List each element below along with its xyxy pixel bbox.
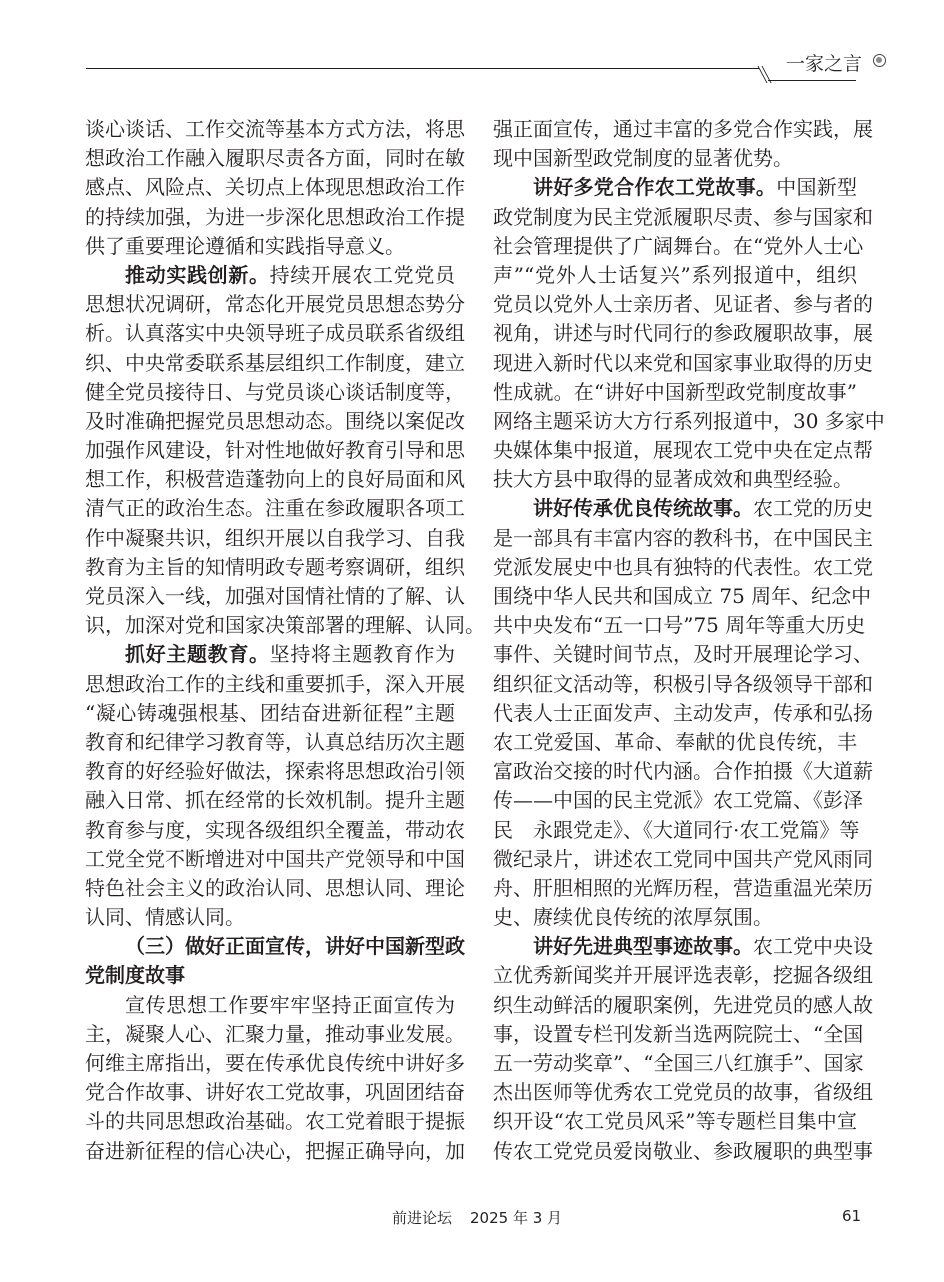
text-line [85,816,465,845]
line-text: 持续开展农工党党员 [269,262,456,287]
line-text: 农工党中央设 [753,934,873,959]
text-line [493,991,873,1020]
text-line [493,261,857,290]
text-line [493,524,873,553]
line-text: 加强作风建设，针对性地做好教育引导和思 [85,438,465,463]
text-line [85,203,465,232]
line-text: 及时准确把握党员思想动态。围绕以案促改 [85,408,465,433]
text-line [85,991,455,1020]
text-line [85,1107,465,1136]
text-line [493,319,873,348]
line-text: 现中国新型政党制度的显著优势。 [493,146,793,171]
text-line [85,436,465,465]
line-text: 社会管理提供了广阔舞台。在“党外人士心 [493,233,864,258]
text-line [85,611,485,640]
line-text: 织生动鲜活的履职案例，先进党员的感人故 [493,992,873,1017]
text-line [85,261,455,290]
line-text: 坚持将主题教育作为 [269,642,456,667]
text-line [493,203,873,232]
text-line [493,173,857,202]
line-text: 网络主题采访大方行系列报道中，30 多家中 [493,408,885,433]
text-line [85,553,465,582]
paragraph-lead: 讲好传承优良传统故事。 [533,496,753,521]
line-text: 杰出医师等优秀农工党党员的故事，省级组 [493,1080,873,1105]
text-line [85,1078,465,1107]
line-text: 传——中国的民主党派》农工党篇、《彭泽 [493,788,863,813]
text-line [85,1020,465,1049]
line-text: 教育为主旨的知情明政专题考察调研，组织 [85,554,465,579]
text-line [493,115,873,144]
line-text: 融入日常、抓在经常的长效机制。提升主题 [85,788,465,813]
text-column-right [493,115,885,1166]
text-line [493,699,873,728]
line-text: 共中央发布“五一口号”75 周年等重大历史 [493,613,866,638]
line-text: 思想状况调研，常态化开展党员思想态势分 [85,292,465,317]
text-line [85,640,455,669]
text-line [85,874,465,903]
line-text: 识，加深对党和国家决策部署的理解、认同。 [85,613,485,638]
bullet-circle-icon [873,54,886,67]
line-text: 强正面宣传，通过丰富的多党合作实践，展 [493,117,873,141]
line-text: 事，设置专栏刊发新当选两院院士、“全国 [493,1021,864,1046]
line-text: 党员深入一线，加强对国情社情的了解、认 [85,584,465,608]
line-text: 清气正的政治生态。注重在参政履职各项工 [85,496,465,521]
line-text: 感点、风险点、关切点上体现思想政治工作 [85,175,465,200]
text-line [85,378,465,407]
line-text: 民 永跟党走》、《大道同行·农工党篇》等 [493,817,860,842]
line-text: 工党全党不断增进对中国共产党领导和中国 [85,846,465,871]
line-text: 农工党爱国、革命、奉献的优良传统，丰 [493,729,857,754]
line-text: 声”“党外人士话复兴”系列报道中，组织 [493,262,857,287]
journal-name: 前进论坛 [392,1209,453,1227]
line-text: 性成就。在“讲好中国新型政党制度故事” [493,379,857,404]
header-line-short [768,80,856,81]
line-text: （三）做好正面宣传，讲好中国新型政 [125,934,465,959]
line-text: 想政治工作融入履职尽责各方面，同时在敏 [85,146,465,171]
line-text: 织、中央常委联系基层组织工作制度，建立 [85,350,465,375]
text-line [493,670,873,699]
text-line [493,349,873,378]
text-line [493,903,857,932]
line-text: 的持续加强，为进一步深化思想政治工作提 [85,204,465,229]
text-line [85,670,465,699]
text-column-left [85,115,485,1166]
text-line [85,728,465,757]
line-text: 宣传思想工作要牢牢坚持正面宣传为 [125,992,455,1017]
text-line [85,845,465,874]
line-text: 党制度故事 [85,963,185,988]
line-text: 现进入新时代以来党和国家事业取得的历史 [493,350,873,375]
text-line [493,290,873,319]
line-text: “凝心铸魂强根基、团结奋进新征程”主题 [85,700,455,725]
line-text: 五一劳动奖章”、“全国三八红旗手”、国家 [493,1051,864,1075]
text-line [85,582,465,611]
issue-date: 2025 年 3 月 [470,1209,563,1227]
section-heading-line [85,932,465,961]
text-line [85,786,465,815]
line-text: 织开设“农工党员风采”等专题栏目集中宣 [493,1109,857,1134]
line-text: 微纪录片，讲述农工党同中国共产党风雨同 [493,846,873,871]
line-text: 富政治交接的时代内涵。合作拍摄《大道薪 [493,759,873,784]
text-line [85,115,465,144]
text-line [85,465,465,494]
line-text: 谈心谈话、工作交流等基本方式方法，将思 [85,117,465,141]
text-line [493,553,873,582]
line-text: 组织征文活动等，积极引导各级领导干部和 [493,671,873,696]
text-line [85,699,455,728]
text-line [493,465,857,494]
line-text: 舟、肝胆相照的光辉历程，营造重温光荣历 [493,875,873,900]
line-text: 代表人士正面发声、主动发声，传承和弘扬 [493,700,873,725]
line-text: 事件、关键时间节点，及时开展理论学习、 [493,642,873,667]
line-text: 党派发展史中也具有独特的代表性。农工党 [493,554,873,579]
paragraph-lead: 推动实践创新。 [125,262,270,287]
text-line [493,961,873,990]
line-text: 供了重要理论遵循和实践指导意义。 [85,233,405,258]
line-text: 斗的共同思想政治基础。农工党着眼于提振 [85,1109,465,1134]
text-line [493,494,873,523]
text-line [85,319,465,348]
line-text: 农工党的历史 [753,496,873,521]
text-line [85,144,465,173]
line-text: 析。认真落实中央领导班子成员联系省级组 [85,321,465,346]
line-text: 中国新型 [776,175,858,200]
text-line [493,1020,864,1049]
paragraph-lead: 讲好先进典型事迹故事。 [533,934,753,959]
line-text: 特色社会主义的政治认同、思想认同、理论 [85,875,465,900]
text-line [493,816,860,845]
line-text: 党员以党外人士亲历者、见证者、参与者的 [493,292,873,317]
text-line [85,1137,465,1166]
line-text: 教育参与度，实现各级组织全覆盖，带动农 [85,817,465,842]
line-text: 史、赓续优良传统的浓厚氛围。 [493,905,773,930]
text-line [85,232,455,261]
text-line [493,845,873,874]
header-line [86,68,759,69]
text-line [493,1107,857,1136]
text-line [493,232,864,261]
text-line [493,757,873,786]
text-line [85,349,465,378]
line-text: 主，凝聚人心、汇聚力量，推动事业发展。 [85,1021,465,1046]
line-text: 围绕中华人民共和国成立 75 周年、纪念中 [493,584,872,608]
text-line [85,173,465,202]
text-line [493,611,866,640]
line-text: 政党制度为民主党派履职尽责、参与国家和 [493,204,873,229]
line-text: 奋进新征程的信心决心，把握正确导向，加 [85,1138,465,1163]
text-line [493,932,873,961]
text-line [85,524,465,553]
line-text: 何维主席指出，要在传承优良传统中讲好多 [85,1051,465,1075]
line-text: 传农工党党员爱岗敬业、参政履职的典型事 [493,1138,873,1163]
line-text: 思想政治工作的主线和重要抓手，深入开展 [85,671,465,696]
line-text: 教育和纪律学习教育等，认真总结历次主题 [85,729,465,754]
text-line [85,1049,465,1078]
paragraph-lead: 抓好主题教育。 [125,642,270,667]
line-text: 视角，讲述与时代同行的参政履职故事，展 [493,321,873,346]
line-text: 央媒体集中报道，展现农工党中央在定点帮 [493,438,873,463]
text-line [493,1049,864,1078]
line-text: 想工作，积极营造蓬勃向上的良好局面和风 [85,467,465,492]
text-line [493,1078,873,1107]
text-line [85,757,465,786]
text-line [493,407,885,436]
line-text: 党合作故事、讲好农工党故事，巩固团结奋 [85,1080,465,1105]
text-line [493,786,863,815]
line-text: 扶大方县中取得的显著成效和典型经验。 [493,467,853,492]
text-line [493,582,872,611]
text-line [493,640,873,669]
line-text: 健全党员接待日、与党员谈心谈话制度等， [85,379,465,404]
text-line [493,1137,873,1166]
section-heading-line [85,961,455,990]
line-text: 教育的好经验好做法，探索将思想政治引领 [85,759,465,784]
paragraph-lead: 讲好多党合作农工党故事。 [533,175,777,200]
section-title: 一家之言 [786,53,863,75]
text-line [493,378,857,407]
text-line [493,144,857,173]
text-line [85,407,465,436]
text-line [85,903,455,932]
line-text: 认同、情感认同。 [85,905,245,930]
text-line [493,728,857,757]
line-text: 立优秀新闻奖并开展评选表彰，挖掘各级组 [493,963,873,988]
page-number: 61 [842,1207,862,1225]
line-text: 是一部具有丰富内容的教科书，在中国民主 [493,525,873,550]
text-line [493,874,873,903]
text-line [85,290,465,319]
line-text: 作中凝聚共识，组织开展以自我学习、自我 [85,525,465,550]
text-line [85,494,465,523]
text-line [493,436,873,465]
